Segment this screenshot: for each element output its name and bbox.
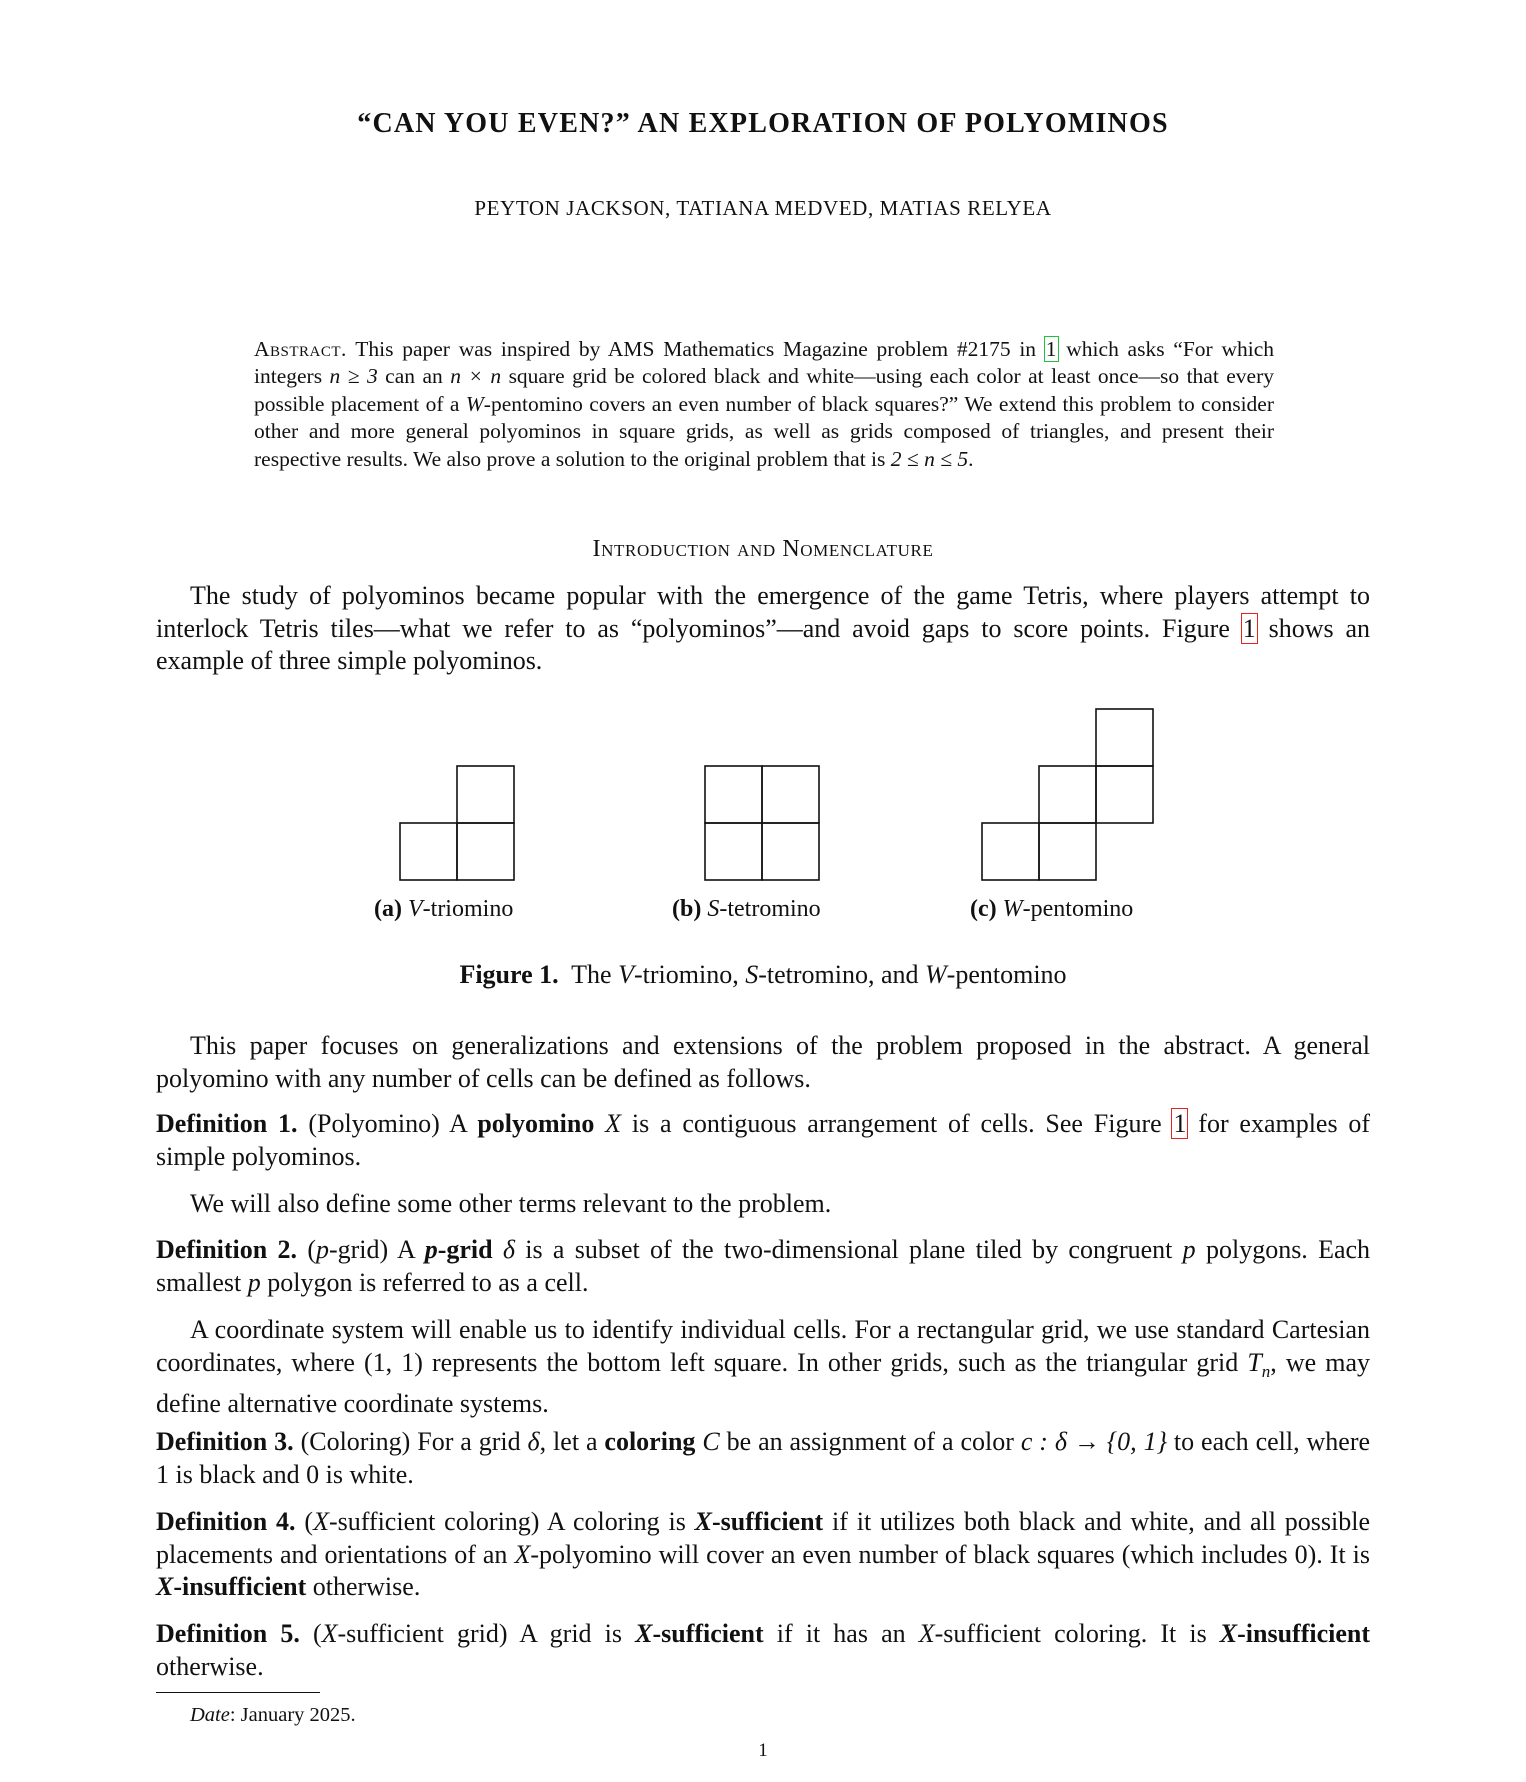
math-variable: V [618, 960, 634, 989]
definition-text: be an assignment of a color [726, 1427, 1014, 1456]
author-list: PEYTON JACKSON, TATIANA MEDVED, MATIAS RELYEA [474, 196, 1052, 220]
abstract-text: can an [385, 364, 443, 389]
intro-paragraph [156, 580, 1370, 678]
definition-text: -sufficient grid) A grid is [337, 1619, 622, 1648]
math-variable: C [702, 1427, 720, 1456]
math-variable: S [745, 960, 759, 989]
abstract-text: . [968, 446, 974, 471]
s-tetromino-shape [705, 766, 819, 880]
math-variable: X [694, 1507, 713, 1536]
math-expression: n ≥ 3 [329, 364, 378, 389]
abstract-text: square grid be colored black and white—using each color at least once—so that every possible placement of a [254, 364, 1274, 416]
definition-4 [156, 1506, 1370, 1604]
defined-term: polyomino [477, 1109, 595, 1138]
defined-term: coloring [604, 1427, 696, 1456]
defined-term: -insufficient [173, 1572, 307, 1601]
defined-term: -grid [437, 1235, 493, 1264]
paper-title: “CAN YOU EVEN?” AN EXPLORATION OF POLYOMINOS [357, 108, 1169, 139]
math-variable: δ [527, 1427, 540, 1456]
math-expression: 2 ≤ n ≤ 5 [890, 446, 969, 471]
footnote-divider [156, 1692, 320, 1693]
paragraph-text: , we may define alternative coordinate systems. [156, 1347, 1371, 1419]
definition-text: ( [304, 1507, 314, 1536]
caption-text: -pentomino [946, 960, 1067, 989]
section-heading: Introduction and Nomenclature [592, 536, 934, 562]
definition-label: Definition 3. [156, 1427, 294, 1456]
definition-text: is a contiguous arrangement of cells. See Figure [631, 1109, 1162, 1138]
definition-text: ( [312, 1619, 322, 1648]
subcaption-c [970, 896, 1133, 923]
math-variable: X [514, 1539, 531, 1569]
defined-term: -sufficient [712, 1507, 824, 1536]
subcaption-b [672, 896, 821, 923]
math-variable: W [465, 391, 484, 416]
figure-caption-label: Figure 1. [459, 960, 559, 989]
abstract-text: which asks “For which integers [254, 337, 1274, 389]
body-paragraph: This paper focuses on generalizations and extensions of the problem proposed in the abstract. A general polyomino with any number of cells can be defined as follows. [156, 1031, 1370, 1093]
definition-text: polygon is referred to as a cell. [267, 1267, 589, 1297]
definition-1 [156, 1108, 1370, 1173]
definition-text: if it utilizes both black and white, and all possible placements and orientations of an [156, 1507, 1370, 1569]
math-variable: V [407, 896, 423, 922]
definition-2 [156, 1234, 1370, 1299]
definition-text: (Coloring) For a grid [300, 1427, 521, 1456]
math-variable: S [707, 896, 720, 922]
definition-text: otherwise. [156, 1651, 264, 1681]
math-variable: X [635, 1619, 653, 1648]
body-paragraph [156, 1314, 1370, 1421]
definition-text: (Polyomino) A [308, 1109, 467, 1138]
math-variable: X [918, 1619, 935, 1648]
math-expression: c : δ → {0, 1} [1020, 1427, 1167, 1456]
math-variable: p [1182, 1235, 1196, 1264]
math-variable: X [313, 1507, 329, 1536]
definition-text: for examples of simple polyominos. [156, 1109, 1371, 1171]
subcaption-tag: (a) [374, 896, 402, 922]
citation-link[interactable]: 1 [1045, 337, 1057, 361]
definition-text: -sufficient coloring) A coloring is [328, 1507, 686, 1536]
definition-label: Definition 5. [156, 1619, 300, 1648]
math-variable: T [1247, 1347, 1262, 1377]
figure-reference-link[interactable]: 1 [1242, 613, 1256, 643]
figure-polyominos [0, 700, 1526, 1000]
paragraph-text: The study of polyominos became popular with the emergence of the game Tetris, where players attempt to interlock Tetris tiles—what we refer to as “polyominos”—and avoid gaps to score points. Figure [156, 581, 1370, 643]
abstract-text: This paper was inspired by AMS Mathematics Magazine problem #2175 in [355, 337, 1037, 361]
paragraph-text: A coordinate system will enable us to identify individual cells. For a rectangular grid, we use standard Cartesian coordinates, where [156, 1315, 1370, 1377]
math-expression: (1, 1) [364, 1347, 423, 1377]
footnote-date [190, 1704, 356, 1727]
caption-text: -tetromino, and [758, 960, 919, 989]
caption-text: -triomino, [633, 960, 739, 989]
footnote-label: Date [190, 1704, 230, 1726]
definition-text: to each cell, where 1 is black and 0 is white. [156, 1427, 1371, 1489]
math-variable: W [925, 960, 947, 989]
definition-text: ( [307, 1235, 316, 1264]
math-variable: p [315, 1235, 329, 1264]
math-variable: X [1219, 1619, 1238, 1648]
v-triomino-shape [400, 766, 514, 880]
subcaption-text: -tetromino [719, 896, 821, 922]
abstract-text: -pentomino covers an even number of black squares?” We extend this problem to consider other and more general polyominos in square grids, as well as grids composed of triangles, and present their respective results. We also prove a solution to the original problem that is [254, 391, 1274, 471]
body-paragraph: We will also define some other terms relevant to the problem. [190, 1189, 832, 1218]
paragraph-text: represents the bottom left square. In other grids, such as the triangular grid [431, 1347, 1239, 1377]
math-variable: δ [502, 1235, 515, 1264]
paragraph-text: shows an example of three simple polyominos. [156, 613, 1371, 675]
definition-text: -polyomino will cover an even number of black squares (which includes 0). It is [530, 1539, 1371, 1569]
figure-reference-link[interactable]: 1 [1173, 1109, 1187, 1138]
definition-text: , let a [539, 1427, 598, 1456]
math-variable: X [156, 1572, 174, 1601]
definition-5 [156, 1618, 1370, 1683]
definition-text: otherwise. [312, 1572, 421, 1601]
definition-text: -grid) A [328, 1235, 415, 1264]
page-number: 1 [758, 1740, 768, 1761]
definition-text: -sufficient coloring. It is [934, 1619, 1207, 1648]
subcaption-text: -pentomino [1022, 896, 1134, 922]
definition-text: is a subset of the two-dimensional plane tiled by congruent [525, 1235, 1173, 1264]
figure-caption [0, 960, 1526, 990]
subcaption-tag: (c) [970, 896, 997, 922]
subcaption-tag: (b) [672, 896, 702, 922]
math-subscript: n [1261, 1361, 1271, 1381]
math-variable: X [321, 1619, 338, 1648]
math-variable: X [605, 1109, 622, 1138]
definition-label: Definition 4. [156, 1507, 296, 1536]
definition-label: Definition 1. [156, 1109, 298, 1138]
definition-text: polygons. Each smallest [156, 1235, 1371, 1297]
math-variable: p [247, 1267, 261, 1297]
math-variable: W [1002, 896, 1023, 922]
abstract [254, 336, 1274, 473]
definition-text: if it has an [776, 1619, 906, 1648]
caption-text: The [571, 960, 612, 989]
w-pentomino-shape [982, 709, 1153, 880]
defined-term: -sufficient [652, 1619, 764, 1648]
defined-term: -insufficient [1237, 1619, 1371, 1648]
definition-3 [156, 1426, 1370, 1491]
footnote-text: : January 2025. [229, 1704, 356, 1726]
subcaption-text: -triomino [422, 896, 514, 922]
abstract-label: Abstract. [254, 337, 347, 361]
subcaption-a [374, 896, 513, 923]
math-variable: p [424, 1235, 438, 1264]
definition-label: Definition 2. [156, 1235, 298, 1264]
math-expression: n × n [450, 364, 502, 389]
